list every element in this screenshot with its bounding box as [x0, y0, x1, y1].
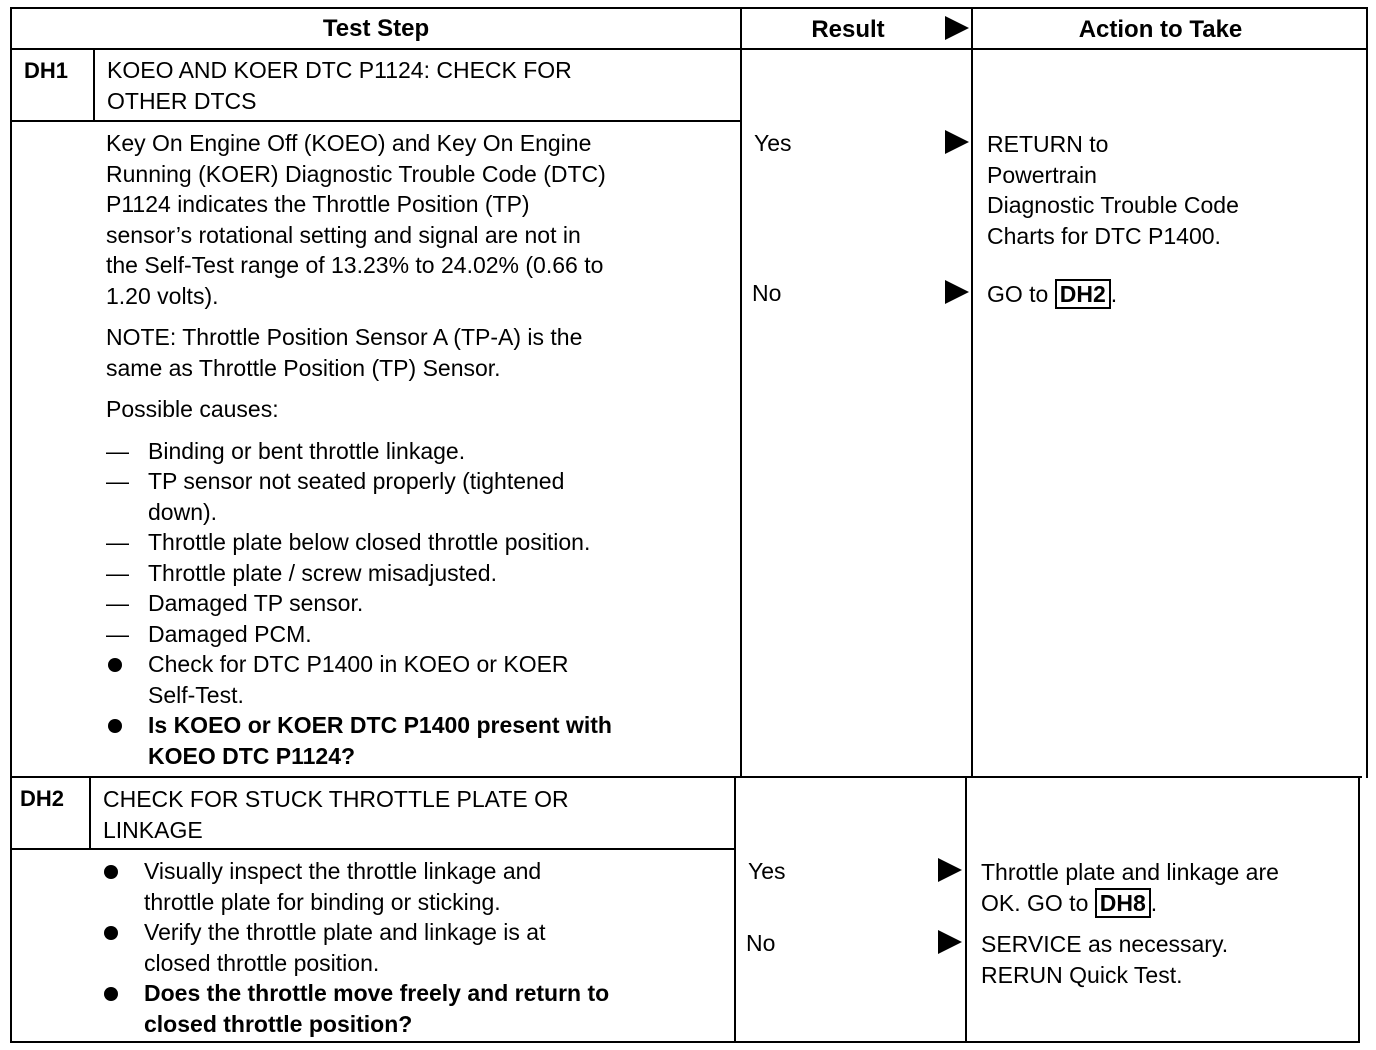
table-left-border [10, 7, 12, 1043]
dash-marker: — [106, 620, 129, 647]
bullet-icon [104, 865, 118, 879]
list-item: — Damaged TP sensor. [106, 588, 736, 619]
list-item: — Binding or bent throttle linkage. [106, 436, 736, 467]
header-result: Result [811, 16, 885, 43]
list-item: — TP sensor not seated properly (tightened down). [106, 468, 565, 525]
bullet-icon [104, 987, 118, 1001]
dh2-yes-action: Throttle plate and linkage are OK. GO to DH8 . [981, 859, 1279, 916]
list-item: Visually inspect the throttle linkage and throttle plate for binding or sticking. [102, 856, 732, 917]
dh1-causes-list [106, 436, 736, 772]
dh1-body [106, 128, 736, 771]
dh2-no-action: SERVICE as necessary. RERUN Quick Test. [981, 931, 1229, 988]
step-result-column-border [740, 7, 742, 778]
dash-marker: — [106, 590, 129, 616]
dh1-bottom-border [10, 776, 1362, 778]
dh1-result-yes: Yes [754, 130, 792, 156]
dh1-description: Key On Engine Off (KOEO) and Key On Engine Running (KOER) Diagnostic Trouble Code (DTC) P1124 indicates the Throttle Position (TP) sensor’s rotational setting and signal are not in the Self-Test range of 13.23% to 24.02% (0.66 to 1.20 volts). [106, 130, 606, 309]
header-arrow-icon [945, 16, 969, 40]
dash-marker: — [106, 468, 129, 494]
table-bottom-border [10, 1041, 1360, 1043]
dh1-step-id: DH1 [24, 58, 69, 83]
dh1-note: NOTE: Throttle Position Sensor A (TP-A) is the same as Throttle Position (TP) Sensor. [106, 324, 583, 381]
dh1-yes-action: RETURN to Powertrain Diagnostic Trouble Code Charts for DTC P1400. [987, 131, 1239, 249]
dh2-result-no: No [746, 930, 776, 956]
dh2-result-yes: Yes [748, 858, 786, 884]
dh2-yes-arrow-icon [938, 858, 962, 882]
dh2-no-arrow-icon [938, 930, 962, 954]
list-item: Verify the throttle plate and linkage is at closed throttle position. [102, 917, 732, 978]
step-result-column-border-lower [734, 776, 736, 1043]
dh2-step-id: DH2 [20, 786, 65, 811]
dh1-causes-label: Possible causes: [106, 396, 279, 422]
dh1-question: Is KOEO or KOER DTC P1400 present with KOEO DTC P1124? [106, 710, 736, 771]
list-item: — Throttle plate below closed throttle position. [106, 527, 736, 558]
list-item: — Throttle plate / screw misadjusted. [106, 558, 736, 589]
list-item: — Damaged PCM. [106, 619, 736, 650]
result-action-column-border [971, 7, 973, 778]
dh1-title: KOEO AND KOER DTC P1124: CHECK FOR OTHER DTCS [107, 57, 572, 114]
result-action-column-border-lower [965, 776, 967, 1043]
dash-marker: — [106, 529, 129, 555]
dh1-result-no: No [752, 280, 782, 306]
dh2-question: Does the throttle move freely and return to closed throttle position? [102, 978, 732, 1039]
dh1-no-action: GO to DH2 . [987, 281, 1118, 307]
table-top-border [10, 7, 1368, 9]
dh2-id-column-border [89, 776, 91, 850]
dh1-no-arrow-icon [945, 280, 969, 304]
dash-marker: — [106, 437, 129, 464]
dash-marker: — [106, 559, 129, 586]
dh1-title-bottom-border [10, 120, 740, 122]
dh1-yes-arrow-icon [945, 130, 969, 154]
dh2-title-bottom-border [10, 848, 736, 850]
header-action: Action to Take [1078, 16, 1243, 43]
dh2-title: CHECK FOR STUCK THROTTLE PLATE OR LINKAGE [103, 786, 569, 843]
table-right-border-lower [1358, 776, 1360, 1043]
dh1-id-column-border [93, 48, 95, 122]
bullet-icon [108, 658, 122, 672]
bullet-icon [108, 719, 122, 733]
goto-dh2-link[interactable]: DH2 [1055, 279, 1111, 309]
dh2-body [102, 856, 732, 1039]
bullet-icon [104, 926, 118, 940]
header-test-step: Test Step [322, 15, 430, 42]
table-right-border [1366, 7, 1368, 778]
list-item: Check for DTC P1400 in KOEO or KOER Self-Test. [106, 649, 736, 710]
goto-dh8-link[interactable]: DH8 [1095, 888, 1151, 918]
header-bottom-border [10, 48, 1368, 50]
